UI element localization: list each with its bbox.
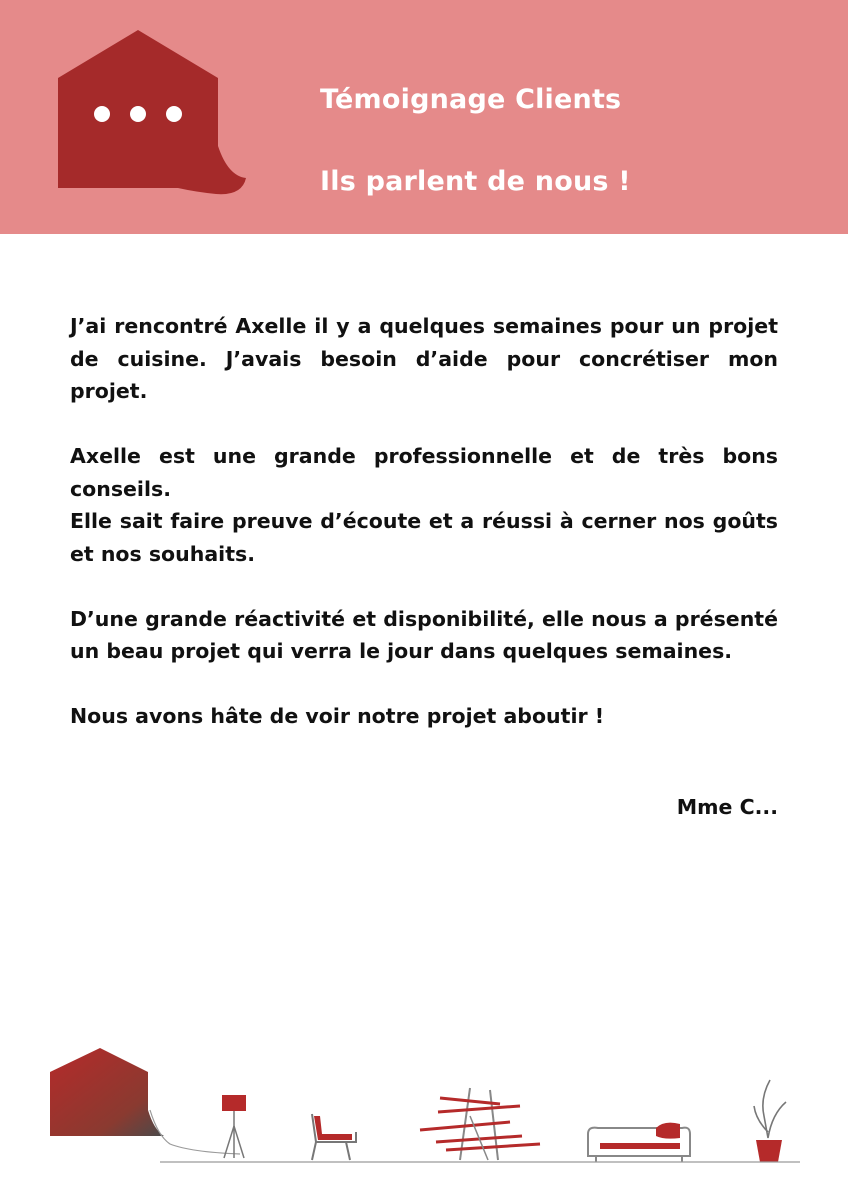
testimonial-line: J’ai rencontré Axelle il y a quelques semaines pour un projet de cuisine. J’avais besoin d’aide pour concrétiser mon projet.: [70, 314, 778, 403]
sofa-icon: [588, 1123, 690, 1162]
page-title: Témoignage Clients: [320, 84, 622, 115]
potted-plant-icon: [754, 1080, 786, 1162]
signature: Mme C...: [676, 795, 778, 819]
shelf-icon: [420, 1088, 540, 1160]
testimonial-line: D’une grande réactivité et disponibilité, elle nous a présenté un beau projet qui verra le jour dans quelques semaines.: [70, 606, 778, 663]
testimonial-line: Axelle est une grande professionnelle et de très bons conseils.: [70, 444, 778, 501]
testimonial-paragraph: [70, 603, 778, 668]
armchair-icon: [312, 1114, 356, 1160]
testimonial-paragraph: [70, 310, 778, 408]
house-speech-bubble-icon: [56, 28, 248, 200]
testimonial-paragraph: [70, 440, 778, 570]
floor-lamp-icon: [222, 1095, 246, 1158]
testimonial-paragraph: [70, 700, 778, 733]
page-subtitle: Ils parlent de nous !: [320, 166, 631, 197]
header-banner: [0, 0, 848, 234]
house-bubble-icon: [50, 1048, 240, 1154]
testimonial-line: Elle sait faire preuve d’écoute et a réussi à cerner nos goûts et nos souhaits.: [70, 509, 778, 566]
footer-illustration: [0, 1040, 848, 1170]
testimonial-line: Nous avons hâte de voir notre projet aboutir !: [70, 704, 605, 728]
testimonial-body: [70, 310, 778, 765]
